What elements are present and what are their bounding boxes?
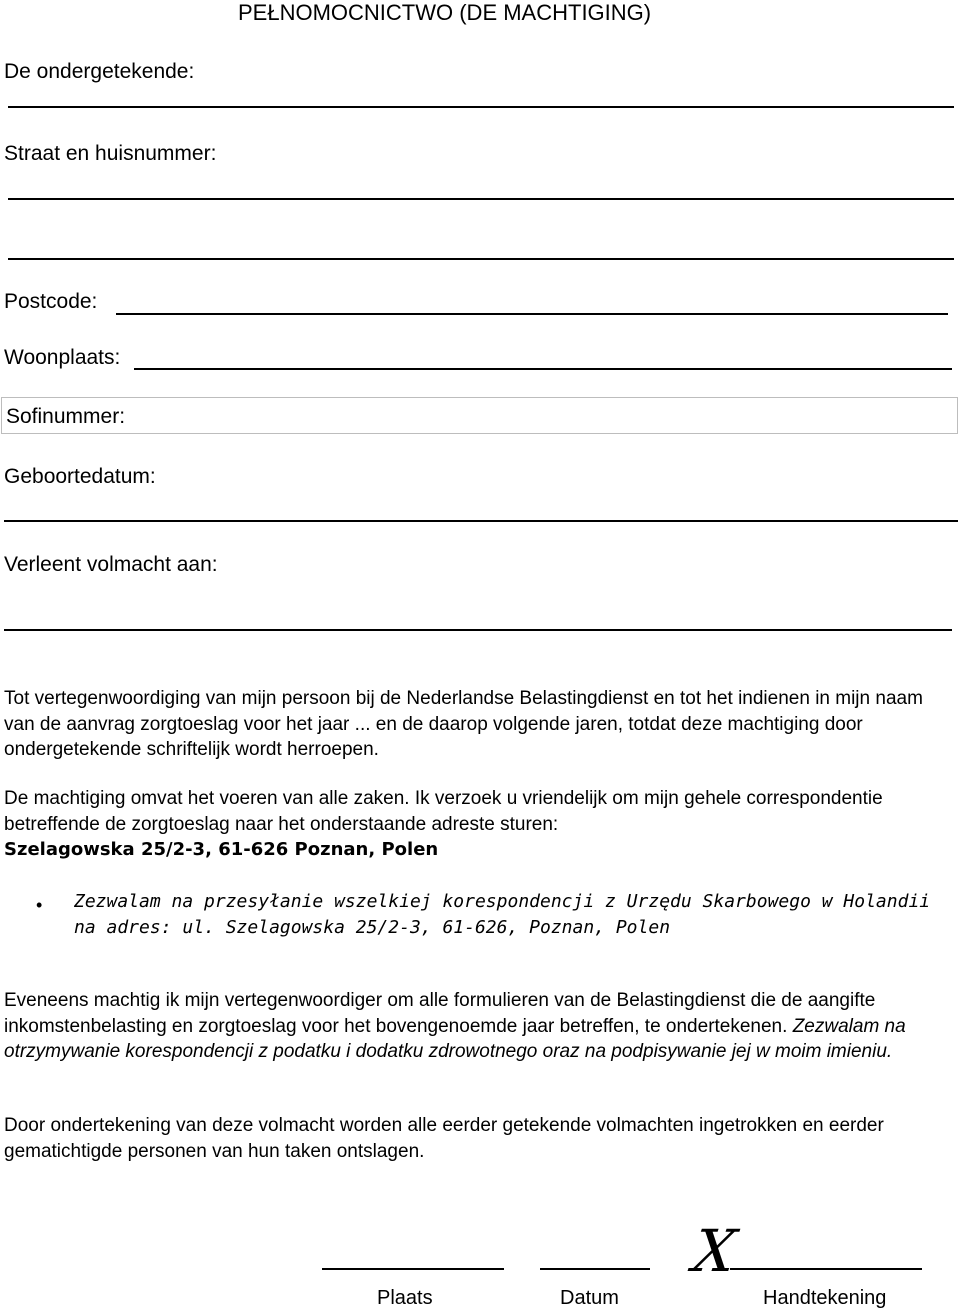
handtekening-line[interactable] <box>730 1268 922 1270</box>
datum-line[interactable] <box>540 1268 650 1270</box>
signing-authority-nl: Eveneens machtig ik mijn vertegenwoordiger om alle formulieren van de Belastingdienst die de aangifte inkomstenbelasting en zorgtoeslag voor het bovengenoemde jaar betreffen, te ondertekenen. <box>4 990 876 1037</box>
handtekening-label: Handtekening <box>763 1287 887 1309</box>
paragraph-revocation: Door ondertekening van deze volmacht worden alle eerder getekende volmachten ingetrokken en eerder gematichtigde personen van hun taken ontslagen. <box>4 1115 884 1162</box>
ondergetekende-label: De ondergetekende: <box>4 60 195 83</box>
sofinummer-label: Sofinummer: <box>6 405 126 428</box>
woonplaats-line[interactable] <box>134 368 952 370</box>
verleent-label: Verleent volmacht aan: <box>4 553 218 576</box>
address-text: Szelagowska 25/2-3, 61-626 Poznan, Polen <box>4 839 439 860</box>
geboortedatum-label: Geboortedatum: <box>4 465 156 488</box>
straat-line-1[interactable] <box>8 198 954 200</box>
ondergetekende-line[interactable] <box>8 106 954 108</box>
signing-authority-pl: Zezwalam na otrzymywanie korespondencji z podatku i dodatku zdrowotnego oraz na podpisywanie jej w moim imieniu. <box>4 1015 906 1062</box>
geboortedatum-line[interactable] <box>4 520 958 522</box>
plaats-line[interactable] <box>322 1268 504 1270</box>
sofinummer-field[interactable] <box>1 397 958 434</box>
paragraph-correspondence <box>4 786 956 863</box>
straat-line-2[interactable] <box>8 258 954 260</box>
paragraph-signing-authority <box>4 988 956 1065</box>
woonplaats-label: Woonplaats: <box>4 346 121 369</box>
postcode-label: Postcode: <box>4 290 98 313</box>
document-title: PEŁNOMOCNICTWO (DE MACHTIGING) <box>238 0 652 25</box>
plaats-label: Plaats <box>377 1287 433 1309</box>
straat-label: Straat en huisnummer: <box>4 142 217 165</box>
polish-correspondence-text: Zezwalam na przesyłanie wszelkiej korespondencji z Urzędu Skarbowego w Holandii na adres: ul. Szelagowska 25/2-3, 61-626, Poznan, Polen <box>74 891 931 938</box>
bullet-icon: • <box>36 895 43 915</box>
signature-x-mark: X <box>689 1217 741 1285</box>
postcode-line[interactable] <box>116 313 948 315</box>
paragraph-representation: Tot vertegenwoordiging van mijn persoon bij de Nederlandse Belastingdienst en tot het indienen in mijn naam van de aanvrag zorgtoeslag voor het jaar ... en de daarop volgende jaren, totdat deze machtiging door ondergetekende schriftelijk wordt herroepen. <box>4 688 923 760</box>
correspondence-text: De machtiging omvat het voeren van alle zaken. Ik verzoek u vriendelijk om mijn gehele correspondentie betreffende de zorgtoeslag naar het onderstaande adreste sturen: <box>4 788 883 835</box>
datum-label: Datum <box>560 1287 619 1309</box>
verleent-line[interactable] <box>4 629 952 631</box>
